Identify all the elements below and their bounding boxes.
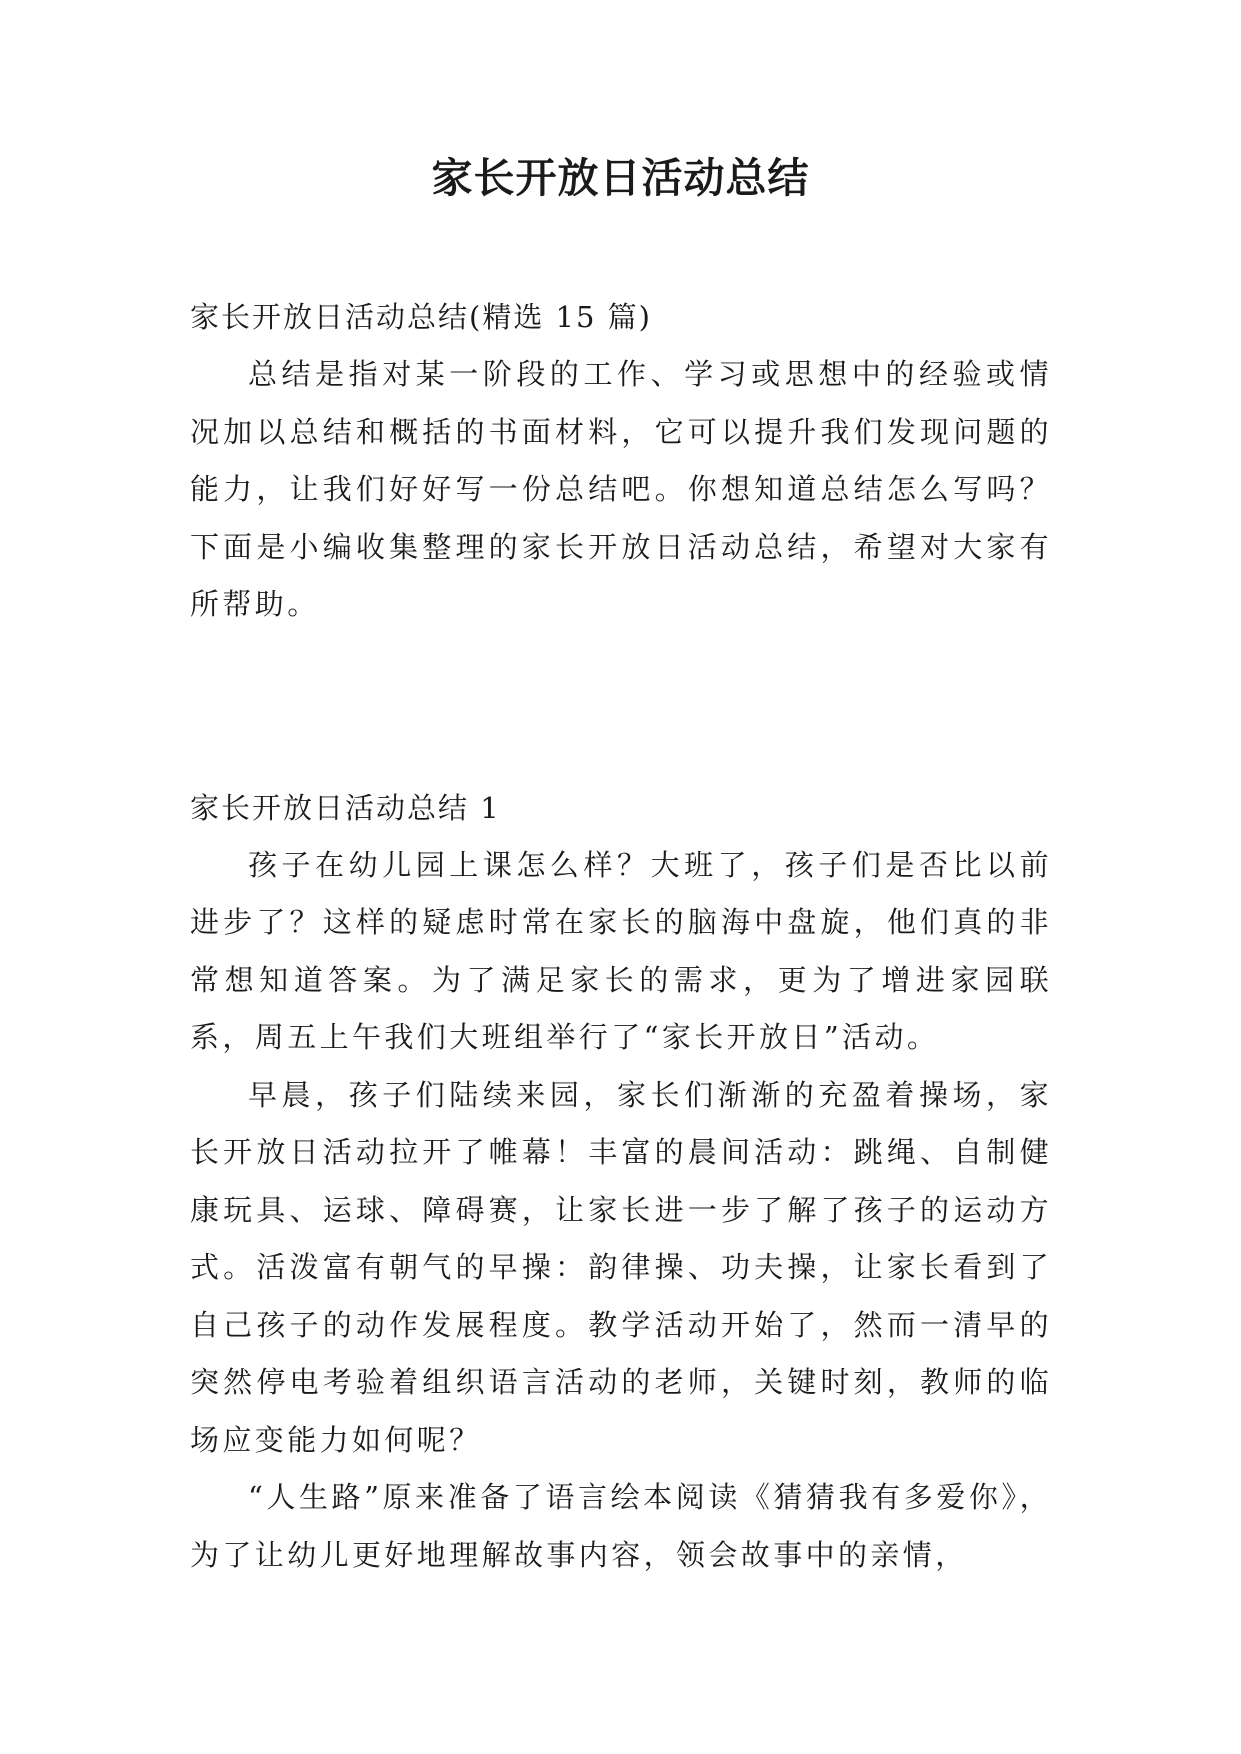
document-body — [190, 288, 1052, 1584]
section-heading: 家长开放日活动总结 1 — [190, 790, 501, 825]
section-spacer — [190, 634, 1052, 779]
intro-paragraph: 总结是指对某一阶段的工作、学习或思想中的经验或情况加以总结和概括的书面材料，它可以提升我们发现问题的能力，让我们好好写一份总结吧。你想知道总结怎么写吗？下面是小编收集整理的家长开放日活动总结，希望对大家有所帮助。 — [190, 357, 1052, 621]
body-paragraph: 早晨，孩子们陆续来园，家长们渐渐的充盈着操场，家长开放日活动拉开了帷幕！丰富的晨间活动：跳绳、自制健康玩具、运球、障碍赛，让家长进一步了解了孩子的运动方式。活泼富有朝气的早操：韵律操、功夫操，让家长看到了自己孩子的动作发展程度。教学活动开始了，然而一清早的突然停电考验着组织语言活动的老师，关键时刻，教师的临场应变能力如何呢？ — [190, 1077, 1052, 1457]
body-paragraph: “人生路”原来准备了语言绘本阅读《猜猜我有多爱你》，为了让幼儿更好地理解故事内容，领会故事中的亲情， — [190, 1480, 1052, 1572]
document-subtitle: 家长开放日活动总结(精选 15 篇) — [190, 300, 652, 334]
body-paragraph: 孩子在幼儿园上课怎么样？大班了，孩子们是否比以前进步了？这样的疑虑时常在家长的脑海中盘旋，他们真的非常想知道答案。为了满足家长的需求，更为了增进家园联系，周五上午我们大班组举行了“家长开放日”活动。 — [190, 847, 1052, 1054]
document-title: 家长开放日活动总结 — [431, 154, 810, 202]
